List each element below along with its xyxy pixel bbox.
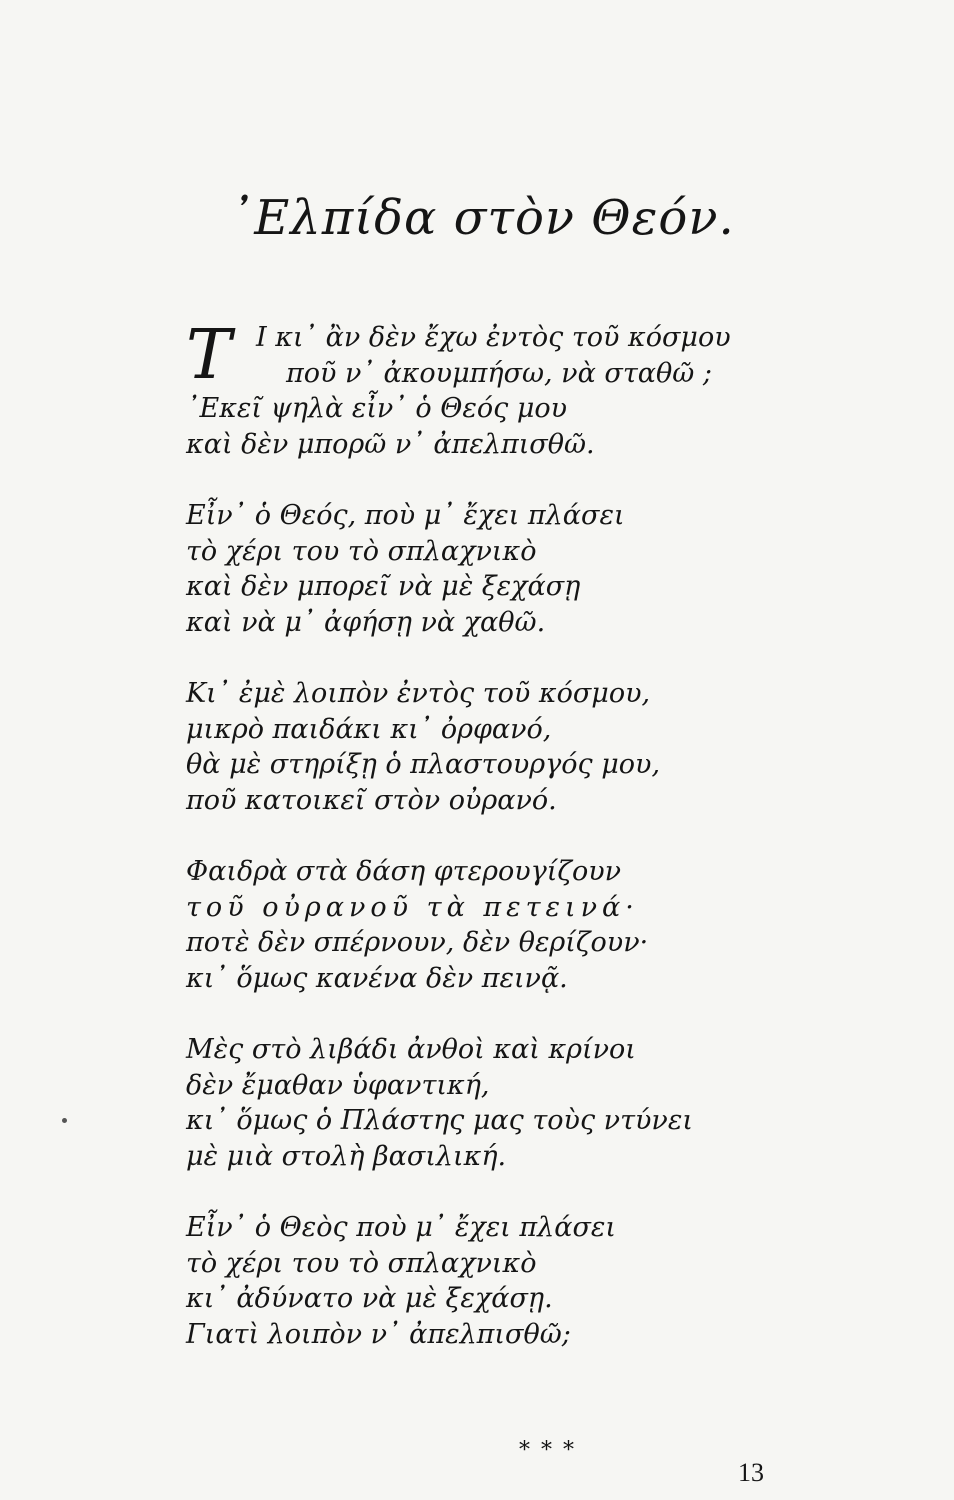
poem-line: κι᾿ ἀδύνατο νὰ μὲ ξεχάσῃ. bbox=[186, 1283, 553, 1314]
poem-body bbox=[186, 316, 826, 1388]
poem-line: θὰ μὲ στηρίξῃ ὁ πλαστουργός μου, bbox=[186, 749, 661, 780]
poem-line: καὶ δὲν μπορεῖ νὰ μὲ ξεχάσῃ bbox=[186, 571, 581, 602]
poem-line: τοῦ οὐρανοῦ τὰ πετεινά· bbox=[186, 891, 639, 923]
poem-line: Γιατὶ λοιπὸν ν᾿ ἀπελπισθῶ; bbox=[186, 1318, 571, 1350]
stanza-3 bbox=[186, 676, 826, 818]
poem-line: καὶ νὰ μ᾿ ἀφήσῃ νὰ χαθῶ. bbox=[186, 606, 546, 638]
poem-line: δὲν ἔμαθαν ὑφαντική, bbox=[186, 1069, 490, 1101]
section-ornament: * * * bbox=[519, 1438, 576, 1463]
poem-line: ποῦ ν᾿ ἀκουμπήσω, νὰ σταθῶ ; bbox=[286, 357, 712, 389]
poem-line: ᾿Εκεῖ ψηλὰ εἶν᾿ ὁ Θεός μου bbox=[186, 393, 568, 424]
poem-line: κι᾿ ὅμως ὁ Πλάστης μας τοὺς ντύνει bbox=[186, 1105, 693, 1136]
poem-line-text: Ι κι᾿ ἂν δὲν ἔχω ἐντὸς τοῦ κόσμου bbox=[256, 322, 731, 353]
poem-line: τὸ χέρι του τὸ σπλαχνικὸ bbox=[186, 1247, 537, 1279]
poem-line: Μὲς στὸ λιβάδι ἀνθοὶ καὶ κρίνοι bbox=[186, 1034, 636, 1065]
poem-line: μὲ μιὰ στολὴ βασιλική. bbox=[186, 1140, 507, 1172]
stanza-5 bbox=[186, 1032, 826, 1174]
poem-line: Εἶν᾿ ὁ Θεὸς ποὺ μ᾿ ἔχει πλάσει bbox=[186, 1212, 616, 1243]
poem-line: τὸ χέρι του τὸ σπλαχνικὸ bbox=[186, 535, 537, 567]
page-number: 13 bbox=[738, 1458, 764, 1487]
poem-title: ᾿Ελπίδα στὸν Θεόν. bbox=[229, 190, 735, 246]
poem-line: Φαιδρὰ στὰ δάση φτερουγίζουν bbox=[186, 856, 622, 887]
stanza-6 bbox=[186, 1210, 826, 1352]
stanza-2 bbox=[186, 498, 826, 640]
poem-line: Κι᾿ ἐμὲ λοιπὸν ἐντὸς τοῦ κόσμου, bbox=[186, 678, 651, 709]
stanza-1 bbox=[186, 316, 826, 462]
poem-line: κι᾿ ὅμως κανένα δὲν πεινᾷ. bbox=[186, 962, 568, 994]
stanza-4 bbox=[186, 854, 826, 996]
ink-speck bbox=[62, 1118, 67, 1123]
poem-line: Εἶν᾿ ὁ Θεός, ποὺ μ᾿ ἔχει πλάσει bbox=[186, 500, 625, 531]
poem-line: ποτὲ δὲν σπέρνουν, δὲν θερίζουν· bbox=[186, 927, 649, 958]
drop-cap: Τ bbox=[186, 316, 232, 395]
poem-line: καὶ δὲν μπορῶ ν᾿ ἀπελπισθῶ. bbox=[186, 428, 595, 460]
poem-line: μικρὸ παιδάκι κι᾿ ὀρφανό, bbox=[186, 713, 552, 745]
poem-line: ποῦ κατοικεῖ στὸν οὐρανό. bbox=[186, 784, 557, 816]
